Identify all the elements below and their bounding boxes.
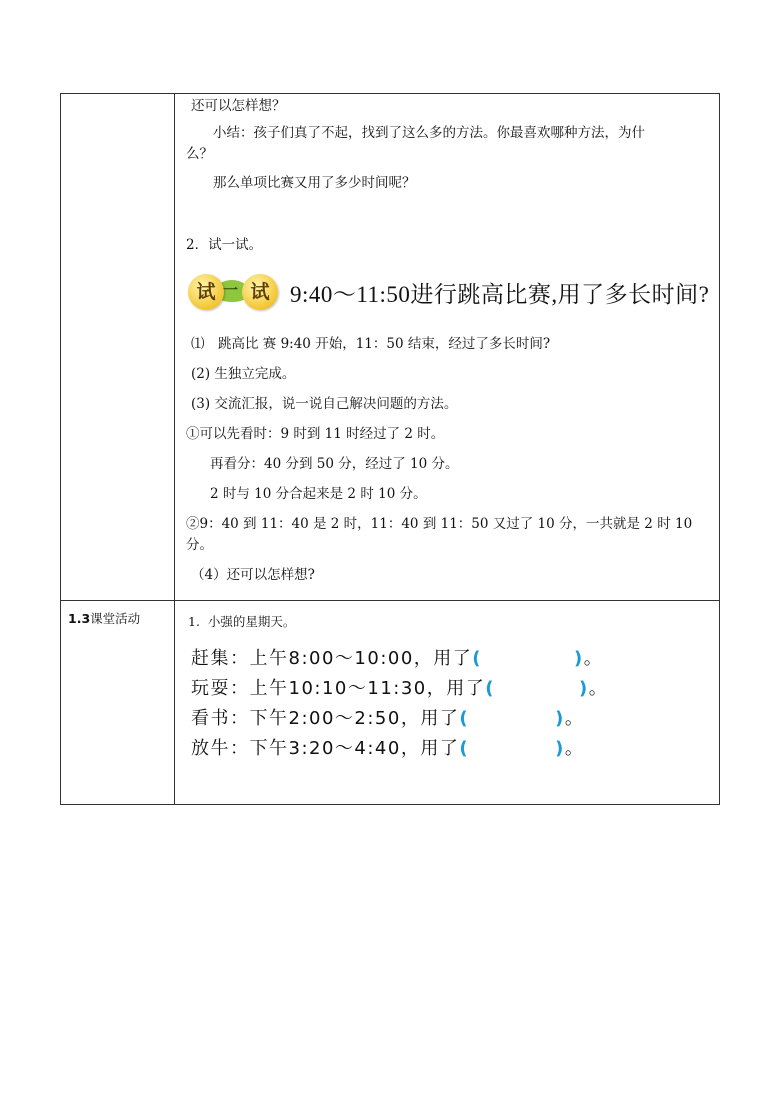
section-title: 课堂活动 [90, 611, 141, 626]
blank-open-paren: ( [459, 708, 470, 729]
content-cell [175, 601, 720, 805]
activity-line [191, 734, 711, 764]
step-line: (2) 生独立完成。 [191, 366, 296, 382]
blank-close-paren: ) [555, 708, 565, 729]
step-line: ①可以先看时：9 时到 11 时经过了 2 时。 [186, 426, 445, 442]
banner-question: 9:40～11:50进行跳高比赛,用了多长时间? [290, 281, 710, 307]
step-line: 再看分：40 分到 50 分，经过了 10 分。 [210, 456, 459, 472]
step-line: (3) 交流汇报，说一说自己解决问题的方法。 [191, 396, 458, 412]
table-row [61, 601, 720, 805]
row-label-cell [61, 601, 175, 805]
activity-title: 1. 小强的星期天。 [188, 614, 296, 629]
step-line: 2 时与 10 分合起来是 2 时 10 分。 [210, 486, 427, 502]
activity-end: 。 [564, 708, 585, 729]
activity-line [191, 644, 711, 674]
activity-text: 玩耍：上午10:10～11:30，用了 [191, 678, 486, 699]
blank-open-paren: ( [459, 738, 470, 759]
step-line: ②9：40 到 11：40 是 2 时，11：40 到 11：50 又过了 10 分，一共就是 2 时 10 [186, 516, 693, 532]
section-number: 1.3 [68, 611, 91, 626]
try-it-badge [186, 270, 280, 314]
activity-line [191, 674, 711, 704]
table-row [61, 94, 720, 601]
activity-text: 赶集：上午8:00～10:00，用了 [191, 648, 473, 669]
activity-text: 看书：下午2:00～2:50，用了 [191, 708, 460, 729]
blank-open-paren: ( [485, 678, 495, 699]
blank-open-paren: ( [472, 648, 483, 669]
step-line: 分。 [186, 537, 213, 553]
text-line: 2．试一试。 [186, 237, 263, 253]
blank-close-paren: ) [574, 648, 584, 669]
section-label [61, 601, 174, 627]
text-line: 还可以怎样想？ [191, 98, 286, 114]
activity-line [191, 704, 711, 734]
text-line: 那么单项比赛又用了多少时间呢？ [213, 175, 416, 191]
text-line: 么？ [186, 146, 213, 162]
activity-list [186, 644, 711, 764]
activity-end: 。 [588, 678, 609, 699]
text-line: 小结：孩子们真了不起，找到了这么多的方法。你最喜欢哪种方法，为什 [213, 125, 645, 141]
activity-end: 。 [564, 738, 585, 759]
row-label-cell [61, 94, 175, 601]
step-line: （4）还可以怎样想? [191, 567, 315, 583]
lesson-table [60, 93, 720, 805]
content-cell [175, 94, 720, 601]
activity-text: 放牛：下午3:20～4:40，用了 [191, 738, 460, 759]
step-line: ⑴ 跳高比 赛 9:40 开始，11：50 结束，经过了多长时间? [191, 336, 551, 352]
badge-circle-left: 试 [188, 274, 224, 310]
blank-close-paren: ) [578, 678, 589, 699]
activity-end: 。 [583, 648, 604, 669]
badge-circle-right: 试 [242, 274, 278, 310]
blank-close-paren: ) [555, 738, 565, 759]
try-it-banner [186, 268, 711, 316]
badge-middle-char: 一 [223, 281, 239, 299]
